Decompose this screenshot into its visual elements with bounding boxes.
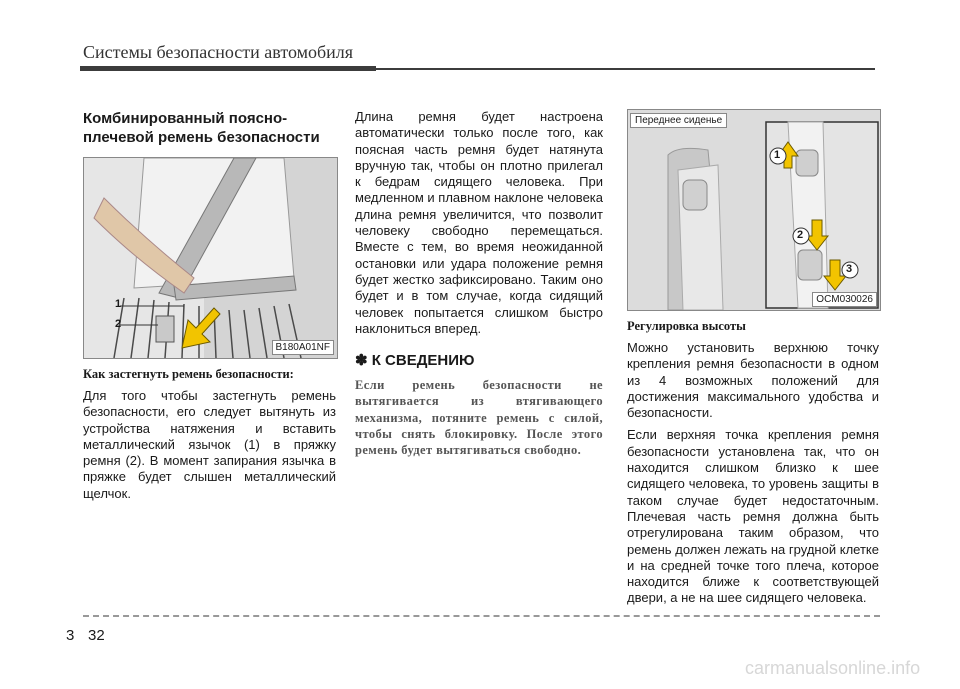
seatbelt-illustration xyxy=(84,158,337,358)
chapter-number: 3 xyxy=(66,627,75,644)
watermark: carmanualsonline.info xyxy=(745,658,921,678)
header-rule-thin xyxy=(376,68,875,70)
caption-height: Регулировка высоты xyxy=(627,319,746,333)
header-rule xyxy=(80,66,376,71)
section-heading: Комбинированный поясно-плечевой ремень безопасности xyxy=(83,110,320,146)
column-left xyxy=(83,109,336,508)
figure-code: OCM030026 xyxy=(812,292,877,307)
page-number: 32 xyxy=(88,627,105,644)
footer-rule xyxy=(83,615,880,617)
body-fasten: Для того чтобы застегнуть ремень безопасности, его следует вытянуть из устройства натяжения и вставить металлический язычок (1) в пряжку ремня (2). В момент запирания язычка в пряжке будет слышен металлический щелчок. xyxy=(83,388,336,501)
figure-code: B180A01NF xyxy=(272,340,334,355)
callout-1: 1 xyxy=(774,149,781,161)
callout-3: 3 xyxy=(846,263,853,275)
note-text: Если ремень безопасности не вытягивается из втягивающего механизма, потяните ремень с силой, чтобы снять блокировку. После этого ремень будет вытягиваться свободно. xyxy=(355,378,603,458)
column-right xyxy=(627,109,879,613)
figure-height-adjust xyxy=(627,109,881,311)
column-middle xyxy=(355,109,603,459)
page-header-title: Системы безопасности автомобиля xyxy=(83,42,354,62)
caption-fasten: Как застегнуть ремень безопасности: xyxy=(83,367,294,381)
body-height-2: Если верхняя точка крепления ремня безопасности установлена так, что он находится слишком близко к шее сидящего человека, то уровень защиты в таком случае будет недостаточным. Плечевая часть ремня должна быть отрегулирована таким образом, что ремень должен лежать на грудной клетке и на средней точке того плеча, которое находится ближе к соответствующей двери, а не на шее сидящего человека. xyxy=(627,427,879,606)
callout-1: 1 xyxy=(115,298,122,310)
callout-2: 2 xyxy=(797,229,804,241)
note-title: ✽ К СВЕДЕНИЮ xyxy=(355,352,475,370)
anchor-illustration xyxy=(628,110,880,310)
callout-2: 2 xyxy=(115,318,122,330)
figure-buckle-seatbelt xyxy=(83,157,338,359)
figure-label: Переднее сиденье xyxy=(630,113,727,128)
body-height-1: Можно установить верхнюю точку крепления ремня безопасности в одном из 4 возможных положений для достижения максимального удобства и безопасности. xyxy=(627,340,879,421)
body-length-adjust: Длина ремня будет настроена автоматически только после того, как поясная часть ремня будет натянута вручную так, чтобы он плотно прилегал к бедрам сидящего человека. При медленном и плавном наклоне человека длина ремня увеличится, что позволит человеку свободно перемещаться. Вместе с тем, во время неожиданной остановки или удара положение ремня будет жестко зафиксировано. Таким оно будет и в том случае, когда сидящий человек попытается слишком быстро наклониться вперед. xyxy=(355,109,603,336)
